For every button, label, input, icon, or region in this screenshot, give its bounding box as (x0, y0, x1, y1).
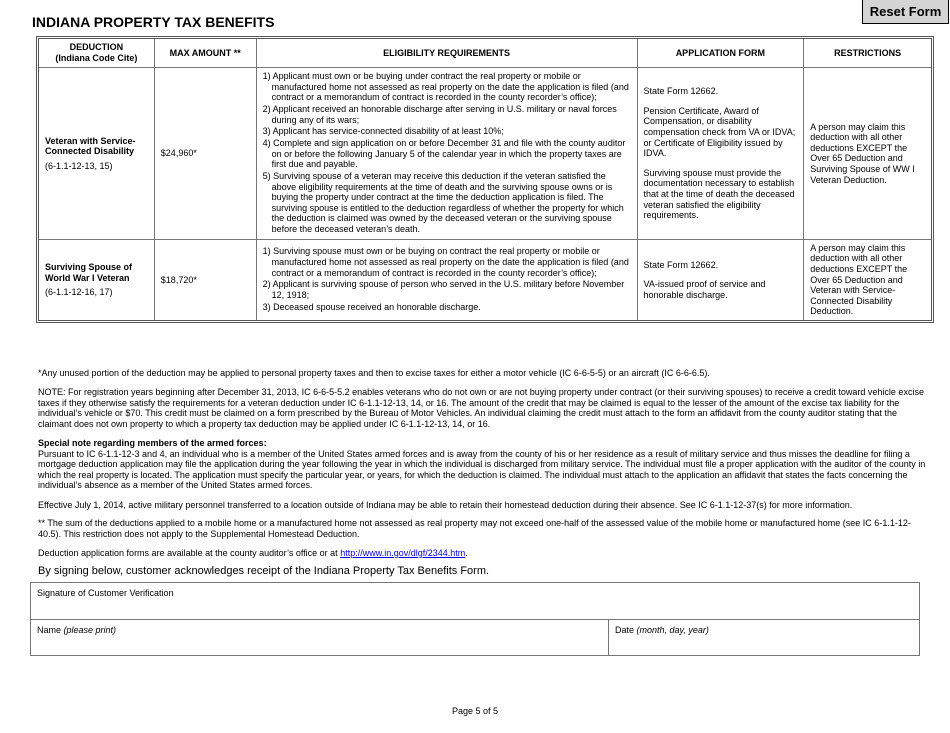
deduction-name: Surviving Spouse of World War I Veteran (45, 262, 133, 283)
requirement-item: 3) Deceased spouse received an honorable discharge. (262, 301, 481, 312)
form-line: Surviving spouse must provide the documentation necessary to establish that at the time of death the deceased veteran satisfied the eligibility requirements. (643, 167, 795, 221)
deduction-cell (39, 68, 155, 240)
table-row (39, 68, 931, 240)
name-hint: (please print) (63, 625, 117, 635)
name-field[interactable] (31, 620, 608, 656)
restrictions-cell: A person may claim this deduction with all other deductions EXCEPT the Over 65 Deduction and Veteran with Service-Connected Disability Deduction. (810, 242, 908, 317)
form-line: State Form 12662. (643, 86, 719, 97)
eligibility-cell (257, 240, 638, 320)
unused-portion-note (38, 368, 928, 379)
deduction-cite: (6-1.1-12-16, 17) (45, 287, 113, 298)
signature-row (31, 583, 919, 620)
application-form-cell (638, 240, 805, 320)
availability-text (38, 548, 928, 559)
date-hint: (month, day, year) (636, 625, 709, 635)
header-deduction (39, 39, 155, 68)
deduction-cell (39, 240, 155, 320)
benefits-table (38, 38, 932, 321)
dlgf-link[interactable]: http://www.in.gov/dlgf/2344.htm (340, 548, 466, 558)
unused-portion-text: *Any unused portion of the deduction may be applied to personal property taxes and then to excise taxes for either a motor vehicle (IC 6-6-5-5) or an aircraft (IC 6-6-6.5). (38, 368, 710, 378)
application-form-cell (638, 68, 805, 240)
sum-note-text: ** The sum of the deductions applied to a mobile home or a manufactured home not assessed as real property may not exceed one-half of the assessed value of the mobile home or manufactured home (see IC 6-1.1-12-40.5). This restriction does not apply to the Supplemental Homestead Deduction. (38, 518, 911, 539)
max-amount-cell: $24,960* (155, 68, 257, 240)
acknowledgment-text: By signing below, customer acknowledges receipt of the Indiana Property Tax Benefits Form. (38, 565, 490, 577)
effective-note (38, 500, 928, 511)
restrictions-cell: A person may claim this deduction with all other deductions EXCEPT the Over 65 Deduction and Surviving Spouse of WW I Veteran Deduction. (804, 68, 931, 240)
signature-box (30, 582, 920, 656)
credit-note (38, 387, 928, 429)
armed-forces-text: Pursuant to IC 6-1.1-12-3 and 4, an individual who is a member of the United States armed forces and is away from the county of his or her residence as a result of military service and thus misses the deadline for filing a mortgage deduction application may file the application during the year following the year in which the individual is discharged from military service. The individual must file a proper application with the auditor of the county in which the real property is located. The application must specify the particular year, or years, for which the deduction is claimed. The individual must attach to the application an affidavit that states the facts concerning the individual’s absence as a member of the United States armed forces. (38, 448, 926, 491)
date-label: Date (615, 625, 635, 635)
requirement-item: 5) Surviving spouse of a veteran may receive this deduction if the veteran satisfied the above eligibility requirements at the time of death and the surviving spouse owns or is buying the property under contract at the time the deduction application is filed. The surviving spouse is entitled to the deduction regardless of whether the property for which the deduction is claimed was owned by the deceased veteran or the surviving spouse before the deceased veteran’s death. (262, 171, 624, 235)
header-deduction-label: DEDUCTION (69, 42, 124, 53)
requirement-item: 4) Complete and sign application on or before December 31 and file with the county auditor on or before the following January 5 of the calendar year in which the property taxes are first due and payable. (262, 138, 626, 170)
requirement-item: 2) Applicant is surviving spouse of person who served in the U.S. military before November 12, 1918; (262, 279, 625, 300)
eligibility-cell (257, 68, 638, 240)
availability-note (38, 548, 928, 559)
armed-forces-note (38, 438, 928, 491)
max-amount-cell: $18,720* (155, 240, 257, 320)
form-line: State Form 12662. (643, 259, 719, 270)
requirement-item: 3) Applicant has service-connected disability of at least 10%; (262, 126, 504, 137)
table-header-row (39, 39, 931, 68)
deduction-name: Veteran with Service-Connected Disability (45, 135, 136, 157)
effective-note-text: Effective July 1, 2014, active military personnel transferred to a location outside of Indiana may be able to retain their homestead deduction during their absence. See IC 6-1.1-12-37(s) for more information. (38, 500, 853, 510)
form-line: Pension Certificate, Award of Compensation, or disability compensation check from VA or IDVA; or Certificate of Eligibility issued by IDVA. (643, 105, 796, 159)
header-application-form: APPLICATION FORM (638, 39, 805, 68)
header-max-amount: MAX AMOUNT ** (155, 39, 257, 68)
name-label: Name (37, 625, 62, 635)
requirement-item: 2) Applicant received an honorable discharge after serving in U.S. military or naval forces during any of its wars; (262, 103, 617, 125)
date-field[interactable] (609, 620, 919, 656)
credit-note-text: NOTE: For registration years beginning after December 31, 2013, IC 6-6-5-5.2 enables veterans who do not own or are not buying property under contract (or their surviving spouses) to receive a credit toward vehicle excise taxes if they otherwise satisfy the requirements for a veteran deduction under IC 6-1.1-12-13, 14, or 16. The amount of the credit that may be claimed is equal to the lesser of the amount of the excise tax liability for the individual’s vehicle or $70. This credit must be claimed on a form prescribed by the Bureau of Motor Vehicles. An individual claiming the credit must attach to the form an affidavit from the county auditor stating that the claimant does not own property to which a property tax deduction may be applied under IC 6-1.1-12-13, 14, or 16. (38, 387, 924, 429)
availability-suffix: . (465, 548, 468, 558)
header-restrictions: RESTRICTIONS (804, 39, 931, 68)
signature-field[interactable] (31, 583, 919, 619)
requirement-item: 1) Surviving spouse must own or be buying on contract the real property or mobile or manufactured home not assessed as real property on the date the application is filed (and contract or a memorandum of contract is recorded in the county recorder’s office); (262, 246, 629, 278)
page-number: Page 5 of 5 (451, 706, 499, 716)
signature-label: Signature of Customer Verification (37, 588, 174, 598)
header-eligibility: ELIGIBILITY REQUIREMENTS (257, 39, 638, 68)
deduction-cite: (6-1.1-12-13, 15) (45, 160, 113, 171)
sum-note (38, 518, 928, 539)
availability-prefix: Deduction application forms are available at the county auditor’s office or at (38, 548, 341, 558)
reset-form-button[interactable]: Reset Form (862, 0, 949, 24)
header-deduction-sub: (Indiana Code Cite) (55, 53, 138, 63)
armed-forces-heading: Special note regarding members of the armed forces: (38, 438, 267, 448)
requirement-item: 1) Applicant must own or be buying under contract the real property or mobile or manufactured home not assessed as real property on the date the application is filed (and contract or a memorandum of contract is recorded in the county recorder’s office); (262, 71, 629, 103)
form-line: VA-issued proof of service and honorable discharge. (643, 279, 766, 300)
page-title: INDIANA PROPERTY TAX BENEFITS (32, 14, 275, 30)
table-row (39, 240, 931, 320)
